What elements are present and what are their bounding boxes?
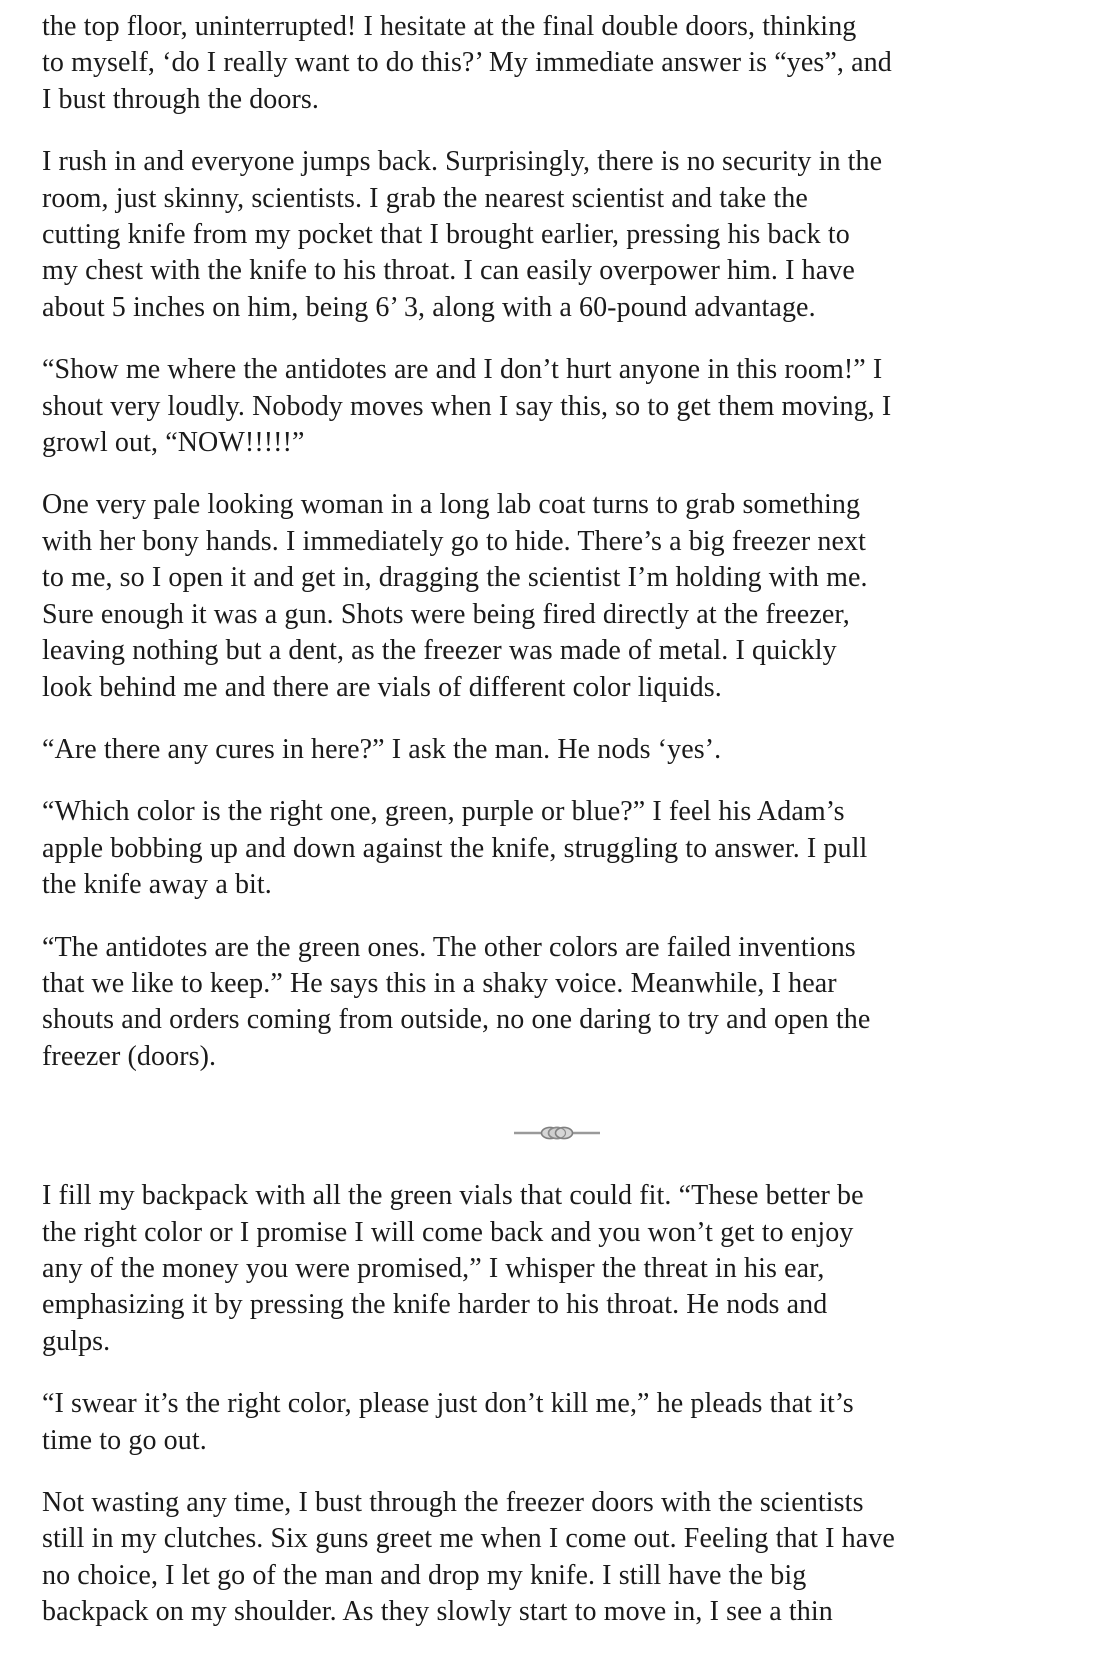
text-line: shouts and orders coming from outside, no one daring to try and open the <box>42 1004 871 1036</box>
story-paragraph <box>42 144 1072 326</box>
text-line: I fill my backpack with all the green vials that could fit. “These better be <box>42 1180 864 1212</box>
story-paragraph <box>42 732 1072 768</box>
text-line: room, just skinny, scientists. I grab the nearest scientist and take the <box>42 182 808 214</box>
text-line: cutting knife from my pocket that I brought earlier, pressing his back to <box>42 219 850 251</box>
text-line: that we like to keep.” He says this in a shaky voice. Meanwhile, I hear <box>42 967 837 999</box>
text-line: Not wasting any time, I bust through the freezer doors with the scientists <box>42 1487 864 1518</box>
text-line: gulps. <box>42 1325 111 1357</box>
story-paragraph <box>42 930 1072 1076</box>
text-line: growl out, “NOW!!!!!” <box>42 427 305 459</box>
text-line: “Show me where the antidotes are and I don’t hurt anyone in this room!” I <box>42 354 883 386</box>
text-line: backpack on my shoulder. As they slowly start to move in, I see a thin <box>42 1596 833 1628</box>
story-paragraph <box>42 487 1072 705</box>
text-line: emphasizing it by pressing the knife harder to his throat. He nods and <box>42 1289 828 1321</box>
text-line: One very pale looking woman in a long lab coat turns to grab something <box>42 489 861 521</box>
text-line: Sure enough it was a gun. Shots were being fired directly at the freezer, <box>42 598 850 630</box>
story-paragraph <box>42 794 1072 903</box>
story-paragraph <box>42 9 1072 118</box>
text-line: still in my clutches. Six guns greet me when I come out. Feeling that I have <box>42 1523 895 1555</box>
story-paragraph <box>42 352 1072 461</box>
text-line: I rush in and everyone jumps back. Surprisingly, there is no security in the <box>42 146 883 178</box>
text-line: my chest with the knife to his throat. I can easily overpower him. I have <box>42 255 855 287</box>
text-line: any of the money you were promised,” I whisper the threat in his ear, <box>42 1252 825 1284</box>
knot-divider-icon <box>513 1125 601 1141</box>
text-line: to myself, ‘do I really want to do this?’ My immediate answer is “yes”, and <box>42 47 892 79</box>
text-line: “I swear it’s the right color, please just don’t kill me,” he pleads that it’s <box>42 1388 854 1420</box>
text-line: no choice, I let go of the man and drop my knife. I still have the big <box>42 1559 807 1591</box>
text-line: about 5 inches on him, being 6’ 3, along with a 60-pound advantage. <box>42 291 816 323</box>
text-line: the knife away a bit. <box>42 869 272 901</box>
text-line: “Are there any cures in here?” I ask the man. He nods ‘yes’. <box>42 733 722 765</box>
story-paragraph <box>42 1485 1072 1631</box>
text-line: apple bobbing up and down against the knife, struggling to answer. I pull <box>42 832 868 864</box>
text-line: look behind me and there are vials of different color liquids. <box>42 671 722 703</box>
text-line: leaving nothing but a dent, as the freezer was made of metal. I quickly <box>42 635 837 667</box>
story-paragraph <box>42 1178 1072 1360</box>
text-line: to me, so I open it and get in, dragging the scientist I’m holding with me. <box>42 562 868 594</box>
text-line: the right color or I promise I will come back and you won’t get to enjoy <box>42 1216 854 1248</box>
text-line: “Which color is the right one, green, purple or blue?” I feel his Adam’s <box>42 796 845 828</box>
text-line: I bust through the doors. <box>42 83 320 115</box>
text-line: “The antidotes are the green ones. The other colors are failed inventions <box>42 931 856 963</box>
section-divider <box>513 1125 601 1141</box>
text-line: time to go out. <box>42 1424 207 1456</box>
text-line: shout very loudly. Nobody moves when I say this, so to get them moving, I <box>42 390 892 422</box>
story-paragraph <box>42 1386 1072 1459</box>
text-line: the top floor, uninterrupted! I hesitate at the final double doors, thinking <box>42 11 857 42</box>
text-line: freezer (doors). <box>42 1040 217 1072</box>
text-line: with her bony hands. I immediately go to hide. There’s a big freezer next <box>42 525 866 557</box>
